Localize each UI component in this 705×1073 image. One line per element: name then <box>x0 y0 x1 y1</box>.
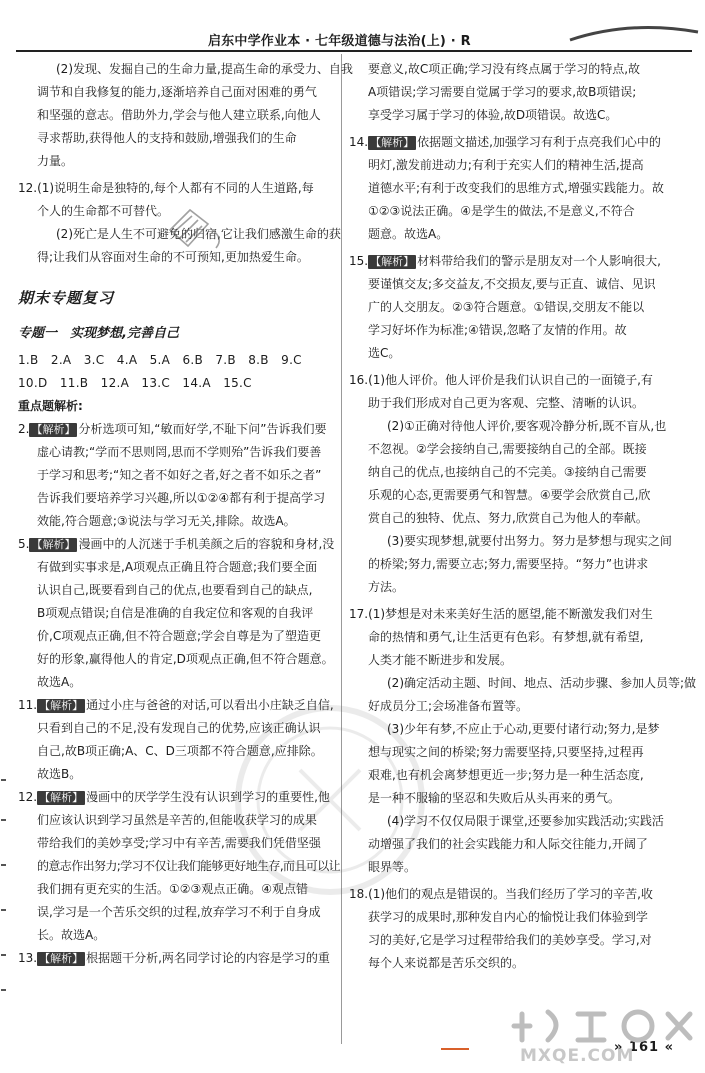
question-number: 13. <box>18 951 38 965</box>
text-line: 材料带给我们的警示是朋友对一个人影响很大, <box>417 254 661 268</box>
text-line: 分析选项可知,“敏而好学,不耻下问”告诉我们要 <box>78 422 327 436</box>
page-header <box>0 0 705 48</box>
text-line: 命的热情和勇气,让生活更有色彩。有梦想,就有希望, <box>368 630 644 644</box>
text-line: B项观点错误;自信是准确的自我定位和客观的自我评 <box>37 606 314 620</box>
answer-block-q11-part2 <box>18 58 353 173</box>
question-number: 5. <box>18 537 30 551</box>
text-line: 得;让我们从容面对生命的不可预知,更加热爱生命。 <box>37 250 309 264</box>
text-line: 道德水平;有利于改变我们的思维方式,增强实践能力。故 <box>368 181 664 195</box>
header-rule <box>16 50 692 52</box>
text-line: 纳自己的优点,也接纳自己的不完美。③接纳自己需要 <box>368 465 647 479</box>
text-line: 方法。 <box>368 580 405 594</box>
brand-watermark-text: MXQE.COM <box>520 1046 635 1066</box>
text-line: 根据题干分析,两名同学讨论的内容是学习的重 <box>86 951 330 965</box>
text-line: 想与现实之间的桥梁;努力需要坚持,只要坚持,过程再 <box>368 745 644 759</box>
text-line: 寻求帮助,获得他人的支持和鼓励,增强我们的生命 <box>37 131 297 145</box>
text-line: 带给我们的美妙享受;学习中有辛苦,需要我们凭借坚强 <box>37 836 321 850</box>
choice-answers-row-1: 1.B 2.A 3.C 4.A 5.A 6.B 7.B 8.B 9.C <box>18 353 302 367</box>
analysis-tag: 【解析】 <box>39 791 84 804</box>
header-swoosh-decoration <box>560 18 700 48</box>
text-line: 我们拥有更充实的生活。①②③观点正确。④观点错 <box>37 882 309 896</box>
answer-block-q16 <box>349 369 685 599</box>
text-line: 艰难,也有机会离梦想更近一步;努力是一种生活态度, <box>368 768 644 782</box>
text-line: 效能,符合题意;③说法与学习无关,排除。故选A。 <box>37 514 296 528</box>
text-line: 要谨慎交友;多交益友,不交损友,要与正直、诚信、见识 <box>368 277 656 291</box>
footer-accent-line <box>441 1048 469 1050</box>
text-line: (4)学习不仅仅局限于课堂,还要参加实践活动;实践活 <box>387 814 664 828</box>
text-line: 人类才能不断进步和发展。 <box>368 653 513 667</box>
text-line: 要意义,故C项正确;学习没有终点属于学习的特点,故 <box>368 62 641 76</box>
text-line: 于学习和思考;“知之者不如好之者,好之者不如乐之者” <box>37 468 322 482</box>
question-number: 2. <box>18 422 30 436</box>
analysis-tag: 【解析】 <box>39 699 84 712</box>
page-edge-marks <box>0 770 8 1000</box>
text-line: 广的人交朋友。②③符合题意。①错误,交朋友不能以 <box>368 300 645 314</box>
key-analysis-title: 重点题解析: <box>18 399 83 413</box>
text-line: 告诉我们要培养学习兴趣,所以①②④都有利于提高学习 <box>37 491 326 505</box>
text-line: (2)①正确对待他人评价,要客观冷静分析,既不盲从,也 <box>387 419 667 433</box>
text-line: 16.(1)他人评价。他人评价是我们认识自己的一面镜子,有 <box>349 373 653 387</box>
text-line: 虚心请教;“学而不思则罔,思而不学则殆”告诉我们要善 <box>37 445 322 459</box>
text-line: 和坚强的意志。借助外力,学会与他人建立联系,向他人 <box>37 108 321 122</box>
text-line: 故选A。 <box>37 675 82 689</box>
page-number: » 161 « <box>614 1040 674 1055</box>
text-line: 的意志作出努力;学习不仅让我们能够更好地生存,而且可以让 <box>37 859 341 873</box>
text-line: 漫画中的厌学学生没有认识到学习的重要性,他 <box>86 790 330 804</box>
text-line: 误,学习是一个苦乐交织的过程,放弃学习不利于自身成 <box>37 905 321 919</box>
text-line: 力量。 <box>37 154 74 168</box>
text-line: 通过小庄与爸爸的对话,可以看出小庄缺乏自信, <box>86 698 334 712</box>
text-line: 价,C项观点正确,但不符合题意;学会自尊是为了塑造更 <box>37 629 322 643</box>
text-line: (2)确定活动主题、时间、地点、活动步骤、参加人员等;做 <box>387 676 697 690</box>
question-number: 11. <box>18 698 38 712</box>
ink-stamp-mark <box>150 190 240 260</box>
analysis-tag: 【解析】 <box>39 952 84 965</box>
book-title: 启东中学作业本 · 七年级道德与法治(上) · R <box>208 34 471 49</box>
text-line: 每个人来说都是苦乐交织的。 <box>368 956 525 970</box>
text-line: (2)死亡是人生不可避免的归宿,它让我们感激生命的获 <box>56 227 341 241</box>
text-line: 18.(1)他们的观点是错误的。当我们经历了学习的辛苦,收 <box>349 887 653 901</box>
analysis-q14 <box>349 131 685 246</box>
analysis-tag: 【解析】 <box>370 136 415 149</box>
text-line: (3)少年有梦,不应止于心动,更要付诸行动;努力,是梦 <box>387 722 660 736</box>
text-line: A项错误;学习需要自觉属于学习的要求,故B项错误; <box>368 85 637 99</box>
text-line: 习的美好,它是学习过程带给我们的美妙享受。学习,对 <box>368 933 652 947</box>
analysis-q13 <box>18 947 334 970</box>
seal-watermark <box>230 700 430 900</box>
analysis-tag: 【解析】 <box>31 538 76 551</box>
text-line: 选C。 <box>368 346 401 360</box>
text-line: 认识自己,既要看到自己的优点,也要看到自己的缺点, <box>37 583 313 597</box>
text-line: 有做到实事求是,A项观点正确且符合题意;我们要全面 <box>37 560 318 574</box>
text-line: 依据题文描述,加强学习有利于点亮我们心中的 <box>417 135 661 149</box>
analysis-q13-continued <box>349 58 685 127</box>
text-line: 乐观的心态,更需要勇气和智慧。④要学会欣赏自己,欣 <box>368 488 651 502</box>
text-line: ①②③说法正确。④是学生的做法,不是意义,不符合 <box>368 204 635 218</box>
text-line: 自己,故B项正确;A、C、D三项都不符合题意,应排除。 <box>37 744 323 758</box>
text-line: 长。故选A。 <box>37 928 106 942</box>
choice-answers-row-2: 10.D 11.B 12.A 13.C 14.A 15.C <box>18 376 252 390</box>
text-line: 助于我们形成对自己更为客观、完整、清晰的认识。 <box>368 396 645 410</box>
analysis-q5 <box>18 533 334 694</box>
text-line: 们应该认识到学习虽然是辛苦的,但能收获学习的成果 <box>37 813 317 827</box>
analysis-q15 <box>349 250 685 365</box>
text-line: 12.(1)说明生命是独特的,每个人都有不同的人生道路,每 <box>18 181 314 195</box>
text-line: 只看到自己的不足,没有发现自己的优势,应该正确认识 <box>37 721 321 735</box>
text-line: 明灯,激发前进动力;有利于充实人们的精神生活,提高 <box>368 158 644 172</box>
text-line: (2)发现、发掘自己的生命力量,提高生命的承受力、自我 <box>56 62 353 76</box>
text-line: 不忽视。②学会接纳自己,需要接纳自己的全部。既接 <box>368 442 647 456</box>
text-line: (3)要实现梦想,就要付出努力。努力是梦想与现实之间 <box>387 534 672 548</box>
topic-title: 专题一 实现梦想,完善自己 <box>18 326 179 341</box>
analysis-tag: 【解析】 <box>370 255 415 268</box>
text-line: 是一种不服输的坚忍和失败后从头再来的勇气。 <box>368 791 621 805</box>
question-number: 15. <box>349 254 369 268</box>
text-line: 动增强了我们的社会实践能力和人际交往能力,开阔了 <box>368 837 648 851</box>
question-number: 14. <box>349 135 369 149</box>
text-line: 好的形象,赢得他人的肯定,D项观点正确,但不符合题意。 <box>37 652 334 666</box>
question-number: 12. <box>18 790 38 804</box>
text-line: 17.(1)梦想是对未来美好生活的愿望,能不断激发我们对生 <box>349 607 653 621</box>
text-line: 故选B。 <box>37 767 82 781</box>
text-line: 享受学习属于学习的体验,故D项错误。故选C。 <box>368 108 618 122</box>
analysis-tag: 【解析】 <box>31 423 76 436</box>
text-line: 获学习的成果时,那种发自内心的愉悦让我们体验到学 <box>368 910 648 924</box>
text-line: 赏自己的独特、优点、努力,欣赏自己为他人的奉献。 <box>368 511 648 525</box>
text-line: 个人的生命都不可替代。 <box>37 204 170 218</box>
text-line: 眼界等。 <box>368 860 417 874</box>
text-line: 题意。故选A。 <box>368 227 449 241</box>
text-line: 漫画中的人沉迷于手机美颜之后的容貌和身材,没 <box>78 537 335 551</box>
text-line: 的桥梁;努力,需要立志;努力,需要坚持。“努力”也讲求 <box>368 557 649 571</box>
text-line: 调节和自我修复的能力,逐渐培养自己面对困难的勇气 <box>37 85 317 99</box>
section-title: 期末专题复习 <box>18 289 115 307</box>
text-line: 学习好坏作为标准;④错误,忽略了友情的作用。故 <box>368 323 627 337</box>
text-line: 好成员分工;会场准备布置等。 <box>368 699 529 713</box>
analysis-q2 <box>18 418 334 533</box>
